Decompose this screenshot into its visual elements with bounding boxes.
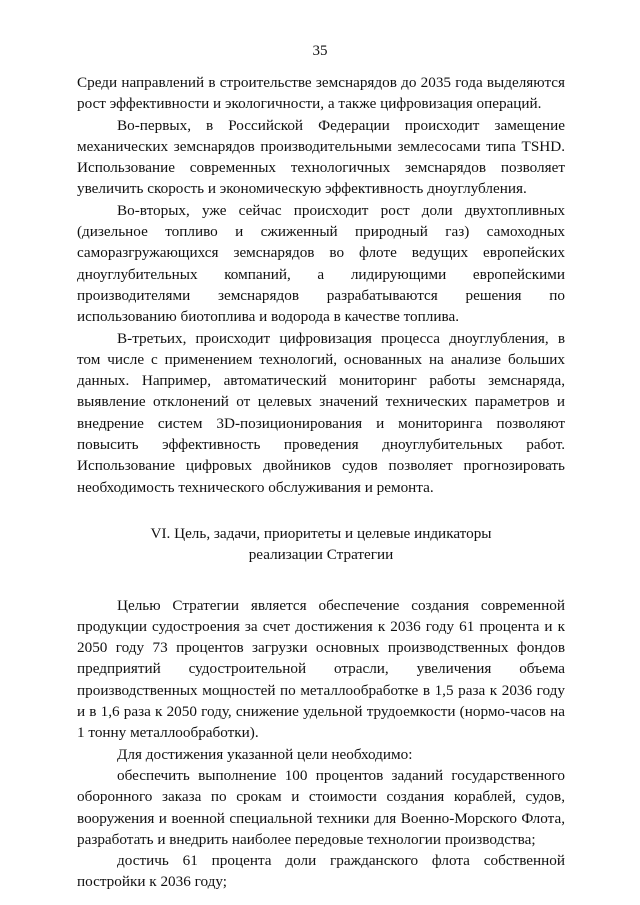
section-heading-line: реализации Стратегии [248, 546, 394, 564]
paragraph: достичь 61 процента доли гражданского флота собственной постройки к 2036 году; [77, 852, 565, 891]
paragraph: Во-вторых, уже сейчас происходит рост доли двухтопливных (дизельное топливо и сжиженный природный газ) самоходных саморазгружающихся земснарядов во флоте ведущих европейских дноуглубительных компаний, а лидирующими европейскими производителями земснарядов разрабатываются решения по использованию биотоплива и водорода в качестве топлива. [77, 201, 565, 326]
paragraph: Во-первых, в Российской Федерации происходит замещение механических земснарядов производительными землесосами типа TSHD. Использование современных технологичных земснарядов позволяет увеличить скорость и экономическую эффективность дноуглубления. [77, 116, 565, 198]
paragraph: Для достижения указанной цели необходимо: [117, 745, 413, 763]
paragraph: В-третьих, происходит цифровизация процесса дноуглубления, в том числе с применением технологий, основанных на анализе больших данных. Например, автоматический мониторинг работы земснаряда, выявление отклонений от целевых значений технических параметров и внедрение систем 3D-позиционирования и мониторинга позволяют повысить эффективность проведения дноуглубительных работ. Использование цифровых двойников судов позволяет прогнозировать необходимость технического обслуживания и ремонта. [77, 329, 565, 496]
page-number: 35 [312, 43, 328, 59]
section-heading [77, 523, 565, 566]
paragraph: обеспечить выполнение 100 процентов заданий государственного оборонного заказа по срокам и стоимости создания кораблей, судов, вооружения и военной специальной техники для Военно-Морского Флота, разработать и внедрить наиболее передовые технологии производства; [77, 766, 565, 848]
document-body [77, 72, 565, 893]
section-heading-line: VI. Цель, задачи, приоритеты и целевые индикаторы [150, 524, 492, 542]
paragraph: Целью Стратегии является обеспечение создания современной продукции судостроения за счет достижения к 2036 году 61 процента и к 2050 году 73 процентов загрузки основных производственных фондов предприятий судостроительной отрасли, увеличения объема производственных мощностей по металлообработке в 1,5 раза к 2036 году и в 1,6 раза к 2050 году, снижение удельной трудоемкости (нормо-часов на 1 тонну металлообработки). [77, 596, 565, 742]
paragraph: Среди направлений в строительстве земснарядов до 2035 года выделяются рост эффективности и экологичности, а также цифровизация операций. [77, 74, 565, 113]
